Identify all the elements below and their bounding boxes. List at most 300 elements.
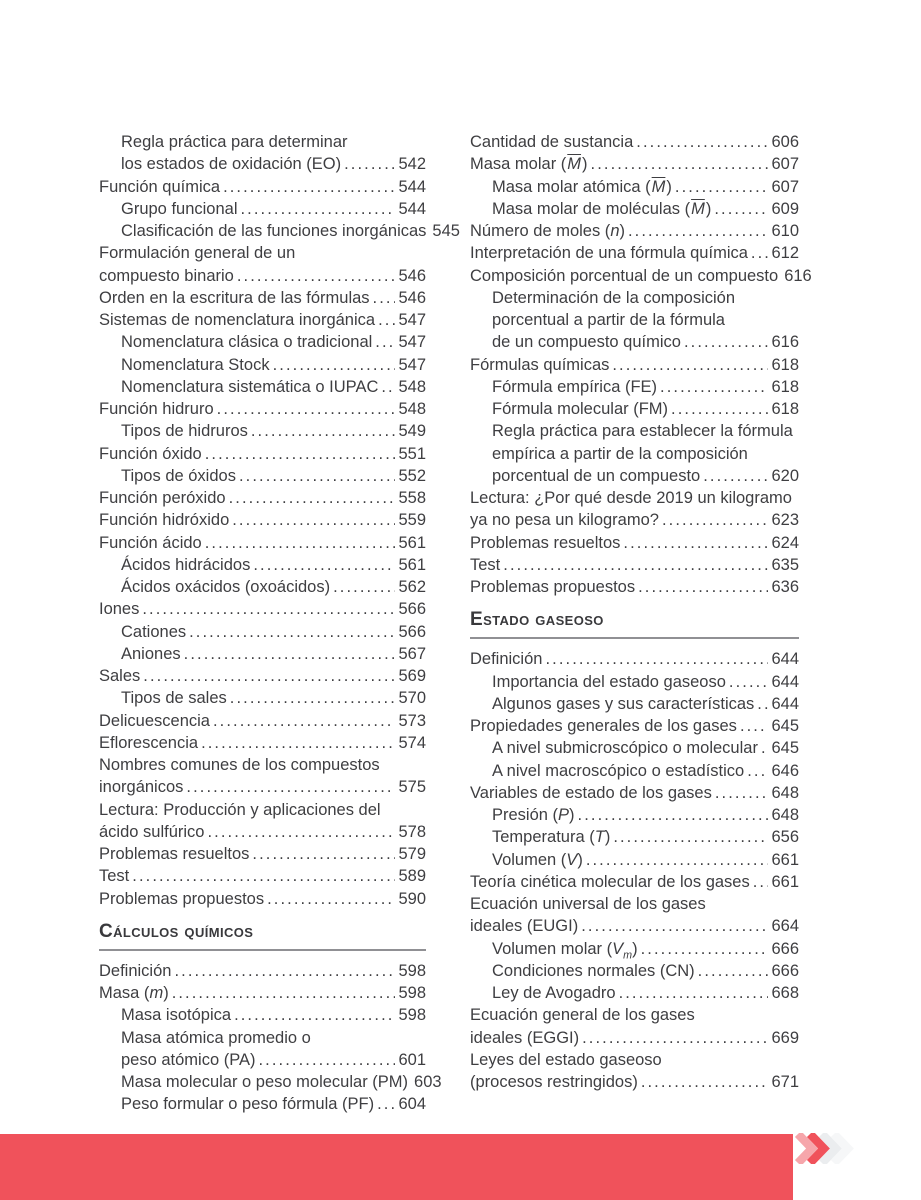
toc-entry xyxy=(470,487,799,509)
toc-entry-label: Composición porcentual de un compuesto xyxy=(470,266,779,285)
toc-entry-label: Problemas propuestos xyxy=(470,578,636,596)
toc-dot-leader xyxy=(740,715,769,737)
toc-section-header xyxy=(470,609,799,639)
toc-page-number: 610 xyxy=(771,222,799,240)
toc-entry-label: Volumen molar $(V_m)$ xyxy=(492,939,638,961)
toc-entry xyxy=(470,509,799,531)
toc-entry-label: Orden en la escritura de las fórmulas xyxy=(99,288,370,307)
toc-dot-leader xyxy=(143,665,395,687)
toc-dot-leader xyxy=(628,220,768,242)
toc-page-number: 547 xyxy=(398,355,426,374)
toc-page-number: 574 xyxy=(398,733,426,752)
toc-entry-label: Sistemas de nomenclatura inorgánica xyxy=(99,311,376,329)
toc-entry-label: compuesto binario xyxy=(99,266,234,285)
toc-page-number: 544 xyxy=(398,177,426,196)
toc-entry-label: Masa isotópica xyxy=(121,1006,232,1025)
toc-entry xyxy=(470,131,799,153)
toc-entry xyxy=(99,960,426,982)
toc-dot-leader xyxy=(703,465,768,487)
toc-dot-leader xyxy=(747,760,768,782)
toc-section-title: Estado gaseoso xyxy=(470,609,604,631)
toc-dot-leader xyxy=(259,1049,396,1071)
toc-dot-leader xyxy=(761,737,769,759)
toc-entry xyxy=(470,648,799,670)
toc-dot-leader xyxy=(373,287,396,309)
toc-entry-label: Función ácido xyxy=(99,533,202,552)
toc-entry-label: Masa (m) xyxy=(99,984,169,1002)
toc-entry-label: Masa molar $(\overline{M})$ xyxy=(470,155,588,174)
toc-entry xyxy=(470,737,799,759)
toc-page-number: 546 xyxy=(398,266,426,285)
toc-section-title: Cálculos químicos xyxy=(99,920,254,942)
toc-entry xyxy=(470,309,799,331)
toc-entry-label: peso atómico (PA) xyxy=(121,1050,256,1069)
toc-entry-label: Presión (P) xyxy=(492,806,575,824)
toc-entry xyxy=(99,576,426,598)
toc-entry xyxy=(99,265,426,287)
toc-page-number: 661 xyxy=(771,872,799,891)
toc-dot-leader xyxy=(344,153,395,175)
toc-entry-label: Nomenclatura Stock xyxy=(121,355,270,374)
toc-entry xyxy=(99,198,426,220)
toc-page-number: 648 xyxy=(771,783,799,802)
toc-entry xyxy=(99,420,426,442)
toc-page-number: 648 xyxy=(771,806,799,824)
toc-dot-leader xyxy=(581,915,768,937)
toc-entry xyxy=(99,487,426,509)
toc-page-number: 549 xyxy=(398,422,426,441)
toc-page-number: 616 xyxy=(771,333,799,352)
toc-entry-label: Función peróxido xyxy=(99,489,226,507)
toc-entry-label: Test xyxy=(470,555,501,574)
toc-entry-label: porcentual de un compuesto xyxy=(492,466,701,485)
toc-dot-leader xyxy=(132,865,395,887)
toc-dot-leader xyxy=(753,871,769,893)
toc-dot-leader xyxy=(213,710,395,732)
toc-entry xyxy=(470,554,799,576)
toc-page-number: 548 xyxy=(398,377,426,396)
toc-page-number: 598 xyxy=(398,984,426,1002)
toc-page-number: 612 xyxy=(771,244,799,263)
toc-page-number: 547 xyxy=(398,311,426,329)
toc-entry xyxy=(99,443,426,465)
toc-entry-label: Masa molecular o peso molecular (PM) xyxy=(121,1073,409,1091)
toc-page-number: 559 xyxy=(398,511,426,530)
toc-entry xyxy=(99,242,426,264)
toc-entry xyxy=(99,865,426,887)
toc-page-number: 666 xyxy=(771,939,799,958)
toc-entry xyxy=(470,960,799,982)
toc-entry xyxy=(99,843,426,865)
toc-page-number: 644 xyxy=(771,672,799,691)
toc-page-number: 635 xyxy=(771,555,799,574)
toc-dot-leader xyxy=(237,265,396,287)
toc-page-number: 589 xyxy=(398,867,426,886)
toc-entry xyxy=(99,776,426,798)
toc-entry-label: A nivel submicroscópico o molecular xyxy=(492,739,758,758)
toc-entry xyxy=(470,782,799,804)
toc-entry-label: Función química xyxy=(99,177,221,196)
toc-entry-label: de un compuesto químico xyxy=(492,333,681,352)
toc-entry-label: Sales xyxy=(99,667,141,685)
toc-dot-leader xyxy=(619,982,769,1004)
toc-dot-leader xyxy=(174,960,395,982)
toc-page-number: 603 xyxy=(414,1073,442,1091)
toc-page-number: 545 xyxy=(432,222,460,240)
toc-page-number: 646 xyxy=(771,761,799,780)
toc-page-number: 671 xyxy=(771,1073,799,1091)
toc-entry-label: ideales (EUGI) xyxy=(470,917,579,936)
toc-dot-leader xyxy=(612,354,768,376)
toc-entry-label: Ácidos oxácidos (oxoácidos) xyxy=(121,578,331,596)
toc-entry-label: Nombres comunes de los compuestos xyxy=(99,756,380,774)
toc-page-number: 578 xyxy=(398,822,426,841)
toc-dot-leader xyxy=(377,1093,395,1115)
toc-dot-leader xyxy=(698,960,769,982)
toc-entry-label: Temperatura (T) xyxy=(492,828,611,847)
toc-page-number: 607 xyxy=(771,177,799,196)
toc-dot-leader xyxy=(234,1004,395,1026)
toc-entry xyxy=(99,331,426,353)
toc-entry xyxy=(470,242,799,264)
toc-left-column xyxy=(99,131,460,1116)
toc-dot-leader xyxy=(586,849,769,871)
toc-page-number: 573 xyxy=(398,711,426,730)
toc-dot-leader xyxy=(675,176,769,198)
toc-entry xyxy=(470,715,799,737)
toc-dot-leader xyxy=(252,843,395,865)
toc-entry xyxy=(470,153,799,175)
toc-entry xyxy=(99,1027,426,1049)
toc-dot-leader xyxy=(636,131,768,153)
toc-entry-label: Definición xyxy=(470,650,543,669)
toc-entry xyxy=(470,287,799,309)
toc-entry xyxy=(99,754,426,776)
toc-dot-leader xyxy=(381,376,395,398)
toc-entry xyxy=(470,1004,799,1026)
toc-entry xyxy=(99,710,426,732)
toc-entry-label: Regla práctica para determinar xyxy=(121,133,348,151)
toc-entry xyxy=(470,938,799,960)
toc-entry-label: Volumen (V) xyxy=(492,850,583,869)
toc-entry xyxy=(470,532,799,554)
toc-entry-label: Formulación general de un xyxy=(99,244,296,263)
toc-dot-leader xyxy=(545,648,768,670)
toc-entry-label: Propiedades generales de los gases xyxy=(470,717,737,735)
toc-entry xyxy=(99,220,460,242)
toc-entry-label: Ley de Avogadro xyxy=(492,984,616,1002)
toc-dot-leader xyxy=(582,1027,768,1049)
toc-right-column xyxy=(470,131,812,1116)
toc-entry-label: Fórmula molecular (FM) xyxy=(492,400,669,418)
toc-entry-label: Test xyxy=(99,867,130,886)
toc-entry xyxy=(470,576,799,598)
toc-page-number: 561 xyxy=(398,533,426,552)
toc-entry-label: Lectura: Producción y aplicaciones del xyxy=(99,800,381,819)
toc-entry-label: Problemas resueltos xyxy=(99,845,250,863)
toc-entry-label: Fórmula empírica (FE) xyxy=(492,377,658,396)
toc-dot-leader xyxy=(241,198,396,220)
toc-entry-label: Regla práctica para establecer la fórmula xyxy=(492,422,793,441)
toc-entry xyxy=(99,732,426,754)
toc-page-number: 562 xyxy=(398,578,426,596)
toc-entry-label: Leyes del estado gaseoso xyxy=(470,1050,662,1069)
toc-entry-label: A nivel macroscópico o estadístico xyxy=(492,761,745,780)
toc-dot-leader xyxy=(229,487,396,509)
toc-page-number: 604 xyxy=(398,1095,426,1114)
toc-entry xyxy=(99,821,426,843)
toc-entry xyxy=(470,693,799,715)
toc-entry xyxy=(470,331,799,353)
toc-dot-leader xyxy=(205,532,396,554)
toc-dot-leader xyxy=(230,687,396,709)
toc-entry xyxy=(470,398,799,420)
toc-entry xyxy=(470,1049,799,1071)
toc-entry xyxy=(99,1049,426,1071)
toc-entry xyxy=(470,220,799,242)
toc-entry xyxy=(470,354,799,376)
toc-entry xyxy=(99,687,426,709)
footer-accent-bar xyxy=(0,1134,793,1200)
toc-page-number: 542 xyxy=(398,155,426,174)
toc-page-number: 618 xyxy=(771,355,799,374)
toc-page-number: 609 xyxy=(771,199,799,218)
toc-page-number: 607 xyxy=(771,155,799,174)
toc-entry-label: Tipos de hidruros xyxy=(121,422,248,441)
toc-entry-label: Nomenclatura clásica o tradicional xyxy=(121,333,373,352)
toc-page-number: 601 xyxy=(398,1050,426,1069)
toc-entry-label: Delicuescencia xyxy=(99,711,210,730)
toc-entry xyxy=(99,509,426,531)
toc-entry xyxy=(99,153,426,175)
toc-dot-leader xyxy=(273,354,396,376)
toc-page-number: 618 xyxy=(771,400,799,418)
footer-chevrons-icon xyxy=(795,1133,857,1164)
toc-entry xyxy=(470,265,812,287)
toc-dot-leader xyxy=(184,643,396,665)
toc-entry-label: Peso formular o peso fórmula (PF) xyxy=(121,1095,375,1114)
toc-entry xyxy=(99,982,426,1004)
toc-dot-leader xyxy=(186,776,395,798)
toc-entry xyxy=(470,915,799,937)
toc-entry-label: Definición xyxy=(99,961,172,980)
toc-page-number: 661 xyxy=(771,850,799,869)
toc-entry xyxy=(470,198,799,220)
toc-dot-leader xyxy=(267,888,395,910)
toc-columns xyxy=(99,131,812,1116)
toc-dot-leader xyxy=(503,554,768,576)
toc-entry-label: Cationes xyxy=(121,622,187,641)
toc-entry xyxy=(470,176,799,198)
toc-entry-label: Función hidróxido xyxy=(99,511,230,530)
toc-dot-leader xyxy=(201,732,395,754)
toc-dot-leader xyxy=(641,938,769,960)
toc-dot-leader xyxy=(613,826,768,848)
toc-entry xyxy=(99,176,426,198)
toc-entry-label: Aniones xyxy=(121,644,181,663)
toc-page-number: 546 xyxy=(398,288,426,307)
toc-entry-label: Eflorescencia xyxy=(99,733,199,752)
toc-entry-label: Ácidos hidrácidos xyxy=(121,555,251,574)
toc-dot-leader xyxy=(638,576,768,598)
toc-entry-label: Determinación de la composición xyxy=(492,288,736,307)
toc-dot-leader xyxy=(205,443,396,465)
toc-dot-leader xyxy=(172,982,396,1004)
toc-page-number: 551 xyxy=(398,444,426,463)
toc-page-number: 575 xyxy=(398,778,426,797)
toc-page-number: 544 xyxy=(398,199,426,218)
toc-entry-label: Clasificación de las funciones inorgánicas xyxy=(121,222,427,240)
toc-page-number: 547 xyxy=(398,333,426,352)
toc-entry xyxy=(99,621,426,643)
toc-entry-label: Masa molar de moléculas $(\overline{M})$ xyxy=(492,199,712,218)
toc-page-number: 561 xyxy=(398,555,426,574)
toc-entry xyxy=(470,893,799,915)
toc-entry xyxy=(99,465,426,487)
toc-entry xyxy=(99,1071,442,1093)
toc-entry xyxy=(99,598,426,620)
toc-entry xyxy=(470,982,799,1004)
toc-page-number: 645 xyxy=(771,739,799,758)
toc-entry-label: empírica a partir de la composición xyxy=(492,444,748,463)
toc-dot-leader xyxy=(333,576,395,598)
toc-page-number: 579 xyxy=(398,845,426,863)
toc-page-number: 644 xyxy=(771,694,799,713)
toc-dot-leader xyxy=(232,509,395,531)
toc-entry-label: Número de moles (n) xyxy=(470,222,625,240)
toc-entry-label: Tipos de sales xyxy=(121,689,227,708)
toc-entry-label: Fórmulas químicas xyxy=(470,355,610,374)
toc-dot-leader xyxy=(660,376,768,398)
toc-entry xyxy=(99,1093,426,1115)
toc-page-number: 645 xyxy=(771,717,799,735)
toc-entry-label: Variables de estado de los gases xyxy=(470,783,712,802)
toc-page-number: 623 xyxy=(771,511,799,530)
toc-entry xyxy=(470,420,799,442)
toc-entry-label: Problemas resueltos xyxy=(470,533,621,552)
toc-entry-label: Problemas propuestos xyxy=(99,889,265,908)
toc-section-header xyxy=(99,921,426,951)
toc-entry xyxy=(99,532,426,554)
toc-entry xyxy=(470,671,799,693)
toc-page-number: 598 xyxy=(398,961,426,980)
toc-entry-label: Nomenclatura sistemática o IUPAC xyxy=(121,377,379,396)
toc-page-number: 636 xyxy=(771,578,799,596)
toc-page-number: 569 xyxy=(398,667,426,685)
toc-entry-label: ya no pesa un kilogramo? xyxy=(470,511,659,530)
toc-entry xyxy=(470,849,799,871)
toc-dot-leader xyxy=(684,331,769,353)
toc-entry-label: Ecuación general de los gases xyxy=(470,1006,695,1025)
toc-entry xyxy=(470,826,799,848)
toc-entry-label: los estados de oxidación (EO) xyxy=(121,155,342,174)
toc-dot-leader xyxy=(251,420,396,442)
toc-entry-label: Masa atómica promedio o xyxy=(121,1028,311,1047)
toc-entry xyxy=(99,309,426,331)
toc-entry-label: Grupo funcional xyxy=(121,199,238,218)
toc-page-number: 624 xyxy=(771,533,799,552)
toc-entry xyxy=(470,465,799,487)
toc-dot-leader xyxy=(207,821,395,843)
toc-entry-label: Ecuación universal de los gases xyxy=(470,895,706,913)
toc-entry xyxy=(470,1027,799,1049)
toc-entry-label: Cantidad de sustancia xyxy=(470,133,634,151)
toc-page-number: 616 xyxy=(784,266,812,285)
toc-entry xyxy=(99,888,426,910)
toc-dot-leader xyxy=(375,331,395,353)
toc-entry xyxy=(99,376,426,398)
toc-page-number: 567 xyxy=(398,644,426,663)
toc-entry-label: inorgánicos xyxy=(99,778,184,797)
toc-entry xyxy=(99,398,426,420)
toc-entry xyxy=(99,1004,426,1026)
toc-entry xyxy=(470,1071,799,1093)
toc-entry-label: Algunos gases y sus características xyxy=(492,694,755,713)
toc-entry-label: ácido sulfúrico xyxy=(99,822,205,841)
toc-entry-label: Teoría cinética molecular de los gases xyxy=(470,872,750,891)
toc-page-number: 570 xyxy=(398,689,426,708)
toc-page-number: 644 xyxy=(771,650,799,669)
toc-entry-label: porcentual a partir de la fórmula xyxy=(492,311,725,329)
toc-entry-label: Iones xyxy=(99,600,140,619)
toc-page-number: 558 xyxy=(398,489,426,507)
toc-page-number: 566 xyxy=(398,622,426,641)
toc-page-number: 590 xyxy=(398,889,426,908)
toc-dot-leader xyxy=(641,1071,769,1093)
toc-dot-leader xyxy=(253,554,395,576)
toc-dot-leader xyxy=(751,242,769,264)
toc-entry-label: ideales (EGGI) xyxy=(470,1028,580,1047)
toc-dot-leader xyxy=(662,509,769,531)
toc-dot-leader xyxy=(729,671,769,693)
toc-page-number: 668 xyxy=(771,984,799,1002)
toc-entry-label: Tipos de óxidos xyxy=(121,466,236,485)
toc-page-number: 620 xyxy=(771,466,799,485)
toc-entry-label: Función hidruro xyxy=(99,400,214,418)
toc-entry-label: Función óxido xyxy=(99,444,202,463)
toc-entry-label: (procesos restringidos) xyxy=(470,1073,638,1091)
toc-dot-leader xyxy=(378,309,395,331)
toc-page-number: 552 xyxy=(398,466,426,485)
toc-dot-leader xyxy=(239,465,396,487)
toc-page-number: 566 xyxy=(398,600,426,619)
toc-entry-label: Condiciones normales (CN) xyxy=(492,961,695,980)
toc-entry xyxy=(99,131,426,153)
toc-dot-leader xyxy=(578,804,769,826)
toc-entry xyxy=(99,643,426,665)
toc-entry xyxy=(470,376,799,398)
toc-entry-label: Masa molar atómica $(\overline{M})$ xyxy=(492,177,672,196)
toc-entry xyxy=(99,665,426,687)
toc-dot-leader xyxy=(714,198,768,220)
toc-dot-leader xyxy=(591,153,769,175)
toc-dot-leader xyxy=(757,693,768,715)
toc-page-number: 664 xyxy=(771,917,799,936)
toc-dot-leader xyxy=(189,621,395,643)
toc-entry xyxy=(99,287,426,309)
toc-dot-leader xyxy=(142,598,395,620)
toc-entry-label: Importancia del estado gaseoso xyxy=(492,672,726,691)
toc-entry xyxy=(470,443,799,465)
toc-entry xyxy=(99,799,426,821)
toc-page-number: 598 xyxy=(398,1006,426,1025)
toc-entry xyxy=(470,760,799,782)
toc-dot-leader xyxy=(623,532,768,554)
toc-dot-leader xyxy=(217,398,396,420)
toc-entry xyxy=(99,354,426,376)
toc-page-number: 669 xyxy=(771,1028,799,1047)
toc-entry xyxy=(99,554,426,576)
